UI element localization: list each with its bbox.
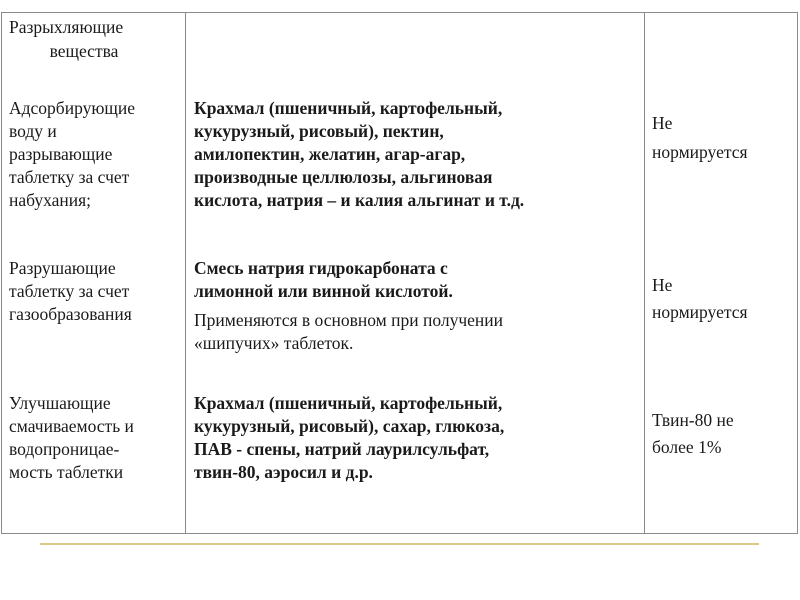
col1-header-line1: Разрыхляющие	[9, 17, 124, 37]
col1-row3-text: Улучшающие смачиваемость и водопроницае- мость таблетки	[9, 393, 134, 482]
col3-row1-text: Не нормируется	[652, 113, 748, 162]
col2-row1-text: Крахмал (пшеничный, картофельный, кукурузный, рисовый), пектин, амилопектин, желатин, агар-агар, производные целлюлозы, альгиновая кислота, натрия – и калия альгинат и т.д.	[194, 98, 525, 210]
col1-header-line2: вещества	[49, 41, 119, 61]
column-divider-1	[185, 13, 186, 533]
col2-row2-normal-text: Применяются в основном при получении «шипучих» таблеток.	[194, 310, 503, 353]
bottom-decorative-rule	[40, 543, 759, 545]
column-divider-2	[644, 13, 645, 533]
col3-row3-text: Твин-80 не более 1%	[652, 410, 734, 457]
col3-row2-text: Не нормируется	[652, 275, 748, 322]
col2-row3-text: Крахмал (пшеничный, картофельный, кукурузный, рисовый), сахар, глюкоза, ПАВ - спены, натрий лаурилсульфат, твин-80, аэросил и д.р.	[194, 393, 505, 482]
col1-row1-text: Адсорбирующие воду и разрывающие таблетку за счет набухания;	[9, 98, 136, 210]
col2-row2-bold-text: Смесь натрия гидрокарбоната с лимонной или винной кислотой.	[194, 258, 453, 301]
col1-row2-text: Разрушающие таблетку за счет газообразования	[9, 258, 132, 324]
